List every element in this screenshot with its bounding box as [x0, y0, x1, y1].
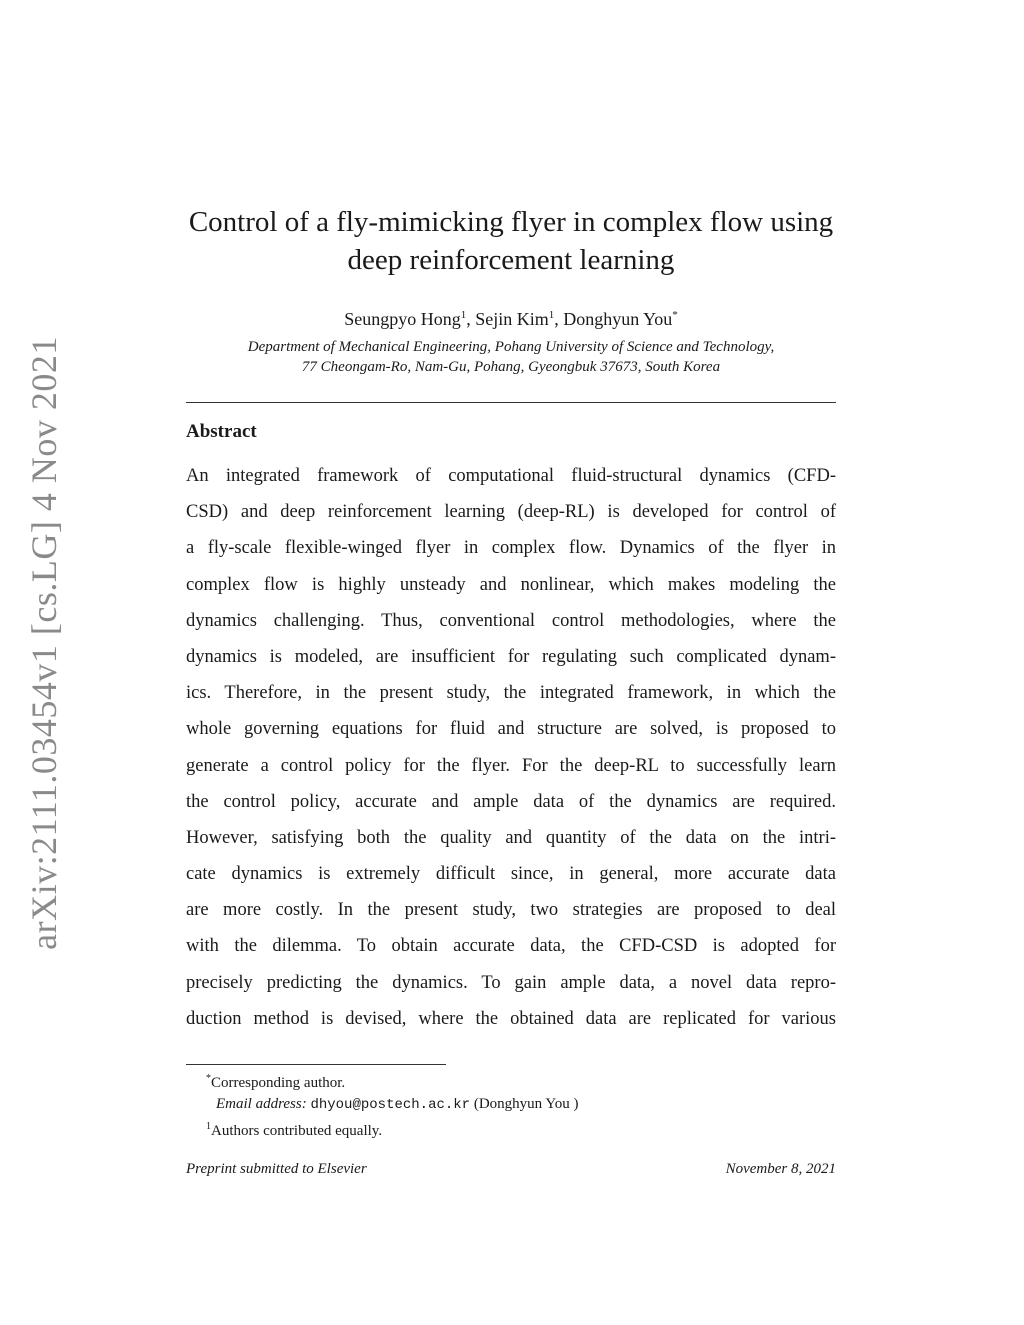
abstract-line: However, satisfying both the quality and quantity of the data on the intri- [186, 827, 836, 848]
footnote-text: Corresponding author. [211, 1075, 346, 1091]
footnote-email [186, 1094, 836, 1116]
affiliation-line-2: 77 Cheongam-Ro, Nam-Gu, Pohang, Gyeongbuk 37673, South Korea [301, 359, 721, 375]
abstract-line: precisely predicting the dynamics. To gain ample data, a novel data repro- [186, 972, 836, 993]
footer-date: November 8, 2021 [725, 1161, 836, 1177]
abstract-line: CSD) and deep reinforcement learning (deep-RL) is developed for control of [186, 502, 836, 523]
footnote-corresponding [186, 1068, 836, 1094]
author-name: Sejin Kim [475, 309, 549, 329]
author-list [186, 304, 836, 330]
email-owner: (Donghyun You ) [473, 1096, 579, 1112]
author-name: Seungpyo Hong [344, 309, 461, 329]
title-line-1: Control of a fly-mimicking flyer in complex flow using [188, 206, 834, 238]
footnote-divider [186, 1064, 446, 1065]
abstract-body [186, 458, 836, 1037]
email-link[interactable]: dhyou@postech.ac.kr [310, 1097, 471, 1113]
footnote-equal-contribution [186, 1116, 836, 1142]
abstract-line: are more costly. In the present study, two strategies are proposed to deal [186, 900, 836, 921]
page-footer [186, 1159, 836, 1179]
author-name: Donghyun You [563, 309, 673, 329]
abstract-line: whole governing equations for fluid and structure are solved, is proposed to [186, 719, 836, 740]
footnote-mark: * [206, 1073, 211, 1084]
author-separator: , [554, 309, 564, 329]
author-mark: 1 [460, 309, 467, 321]
abstract-line: duction method is devised, where the obtained data are replicated for various [186, 1008, 836, 1029]
email-label: Email address: [216, 1096, 307, 1112]
affiliation-line-1: Department of Mechanical Engineering, Pohang University of Science and Technology, [247, 339, 775, 355]
header-divider [186, 402, 836, 403]
abstract-line: cate dynamics is extremely difficult since, in general, more accurate data [186, 864, 836, 885]
abstract-line: dynamics challenging. Thus, conventional control methodologies, where the [186, 610, 836, 631]
abstract-line: a fly-scale flexible-winged flyer in complex flow. Dynamics of the flyer in [186, 538, 836, 559]
author-separator: , [466, 309, 476, 329]
footnote-text: Authors contributed equally. [211, 1123, 383, 1139]
arxiv-identifier-text: arXiv:2111.03454v1 [cs.LG] 4 Nov 2021 [24, 335, 64, 950]
author-mark: * [672, 309, 678, 321]
abstract-line: dynamics is modeled, are insufficient for regulating such complicated dynam- [186, 646, 836, 667]
footnotes [186, 1068, 836, 1142]
paper-title [186, 203, 836, 279]
abstract-line: complex flow is highly unsteady and nonlinear, which makes modeling the [186, 574, 836, 595]
author-mark: 1 [548, 309, 555, 321]
abstract-line: ics. Therefore, in the present study, the integrated framework, in which the [186, 683, 836, 704]
footnote-mark: 1 [206, 1121, 211, 1132]
title-line-2: deep reinforcement learning [347, 244, 675, 276]
footer-journal: Preprint submitted to Elsevier [186, 1161, 367, 1177]
abstract-line: generate a control policy for the flyer. For the deep-RL to successfully learn [186, 755, 836, 776]
affiliation [186, 337, 836, 377]
abstract-heading: Abstract [186, 421, 257, 442]
abstract-line: with the dilemma. To obtain accurate data, the CFD-CSD is adopted for [186, 936, 836, 957]
abstract-line: An integrated framework of computational fluid-structural dynamics (CFD- [186, 466, 836, 486]
arxiv-identifier-stamp [19, 335, 69, 950]
abstract-line: the control policy, accurate and ample data of the dynamics are required. [186, 791, 836, 812]
